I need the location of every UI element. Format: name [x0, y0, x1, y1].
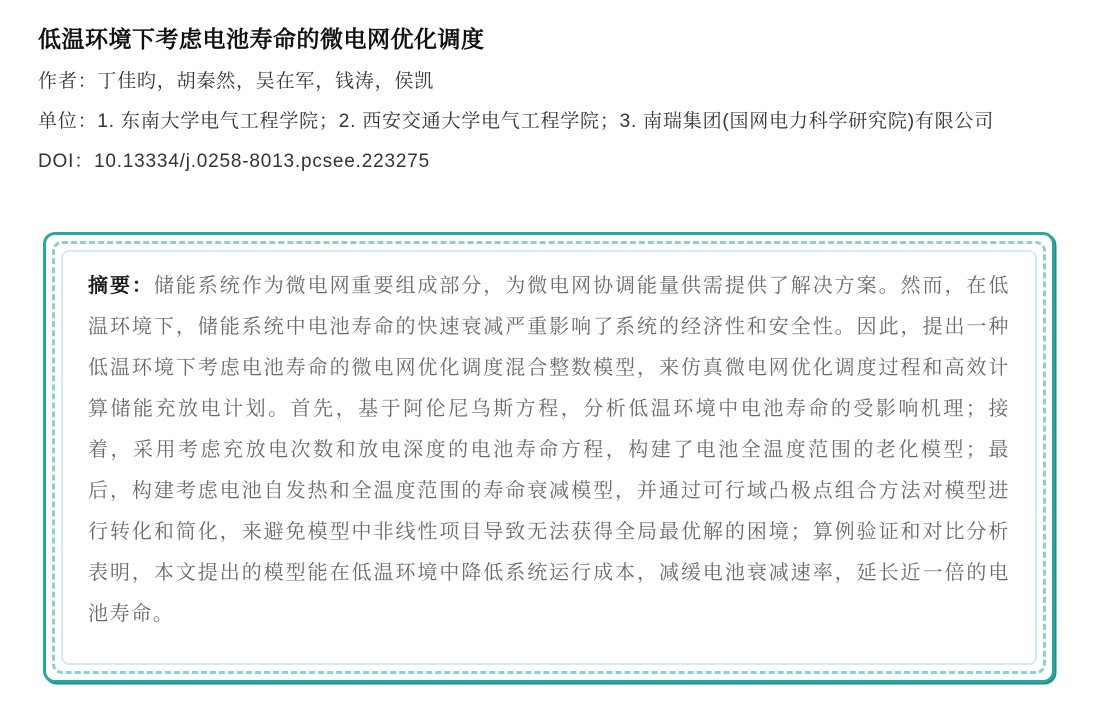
authors-label: 作者： — [38, 71, 98, 92]
doi-value: 10.13334/j.0258-8013.pcsee.223275 — [93, 151, 430, 172]
abstract-label: 摘要： — [88, 275, 154, 297]
abstract-body: 储能系统作为微电网重要组成部分，为微电网协调能量供需提供了解决方案。然而，在低温环境下，储能系统中电池寿命的快速衰减严重影响了系统的经济性和安全性。因此，提出一种低温环境下考虑电池寿命的微电网优化调度混合整数模型，来仿真微电网优化调度过程和高效计算储能充放电计划。首先，基于阿伦尼乌斯方程，分析低温环境中电池寿命的受影响机理；接着，采用考虑充放电次数和放电深度的电池寿命方程，构建了电池全温度范围的老化模型；最后，构建考虑电池自发热和全温度范围的寿命衰减模型，并通过可行域凸极点组合方法对模型进行转化和简化，来避免模型中非线性项目导致无法获得全局最优解的困境；算例验证和对比分析表明，本文提出的模型能在低温环境中降低系统运行成本，减缓电池衰减速率，延长近一倍的电池寿命。 — [88, 275, 1010, 625]
paper-header — [38, 24, 1057, 174]
abstract-text — [63, 252, 1035, 635]
doi-line — [38, 150, 1057, 174]
affiliations-label: 单位： — [38, 111, 98, 132]
abstract-box-inner-border — [61, 250, 1037, 665]
authors-value: 丁佳昀，胡秦然，吴在军，钱涛，侯凯 — [97, 71, 435, 92]
abstract-box — [43, 232, 1055, 683]
authors-line — [38, 70, 1057, 94]
affiliations-line — [38, 110, 1057, 134]
affiliations-value: 1. 东南大学电气工程学院；2. 西安交通大学电气工程学院；3. 南瑞集团(国网电力科学研究院)有限公司 — [97, 111, 995, 132]
doi-label: DOI： — [38, 151, 94, 172]
abstract-box-dashed-border — [52, 241, 1046, 674]
paper-title: 低温环境下考虑电池寿命的微电网优化调度 — [38, 26, 485, 52]
